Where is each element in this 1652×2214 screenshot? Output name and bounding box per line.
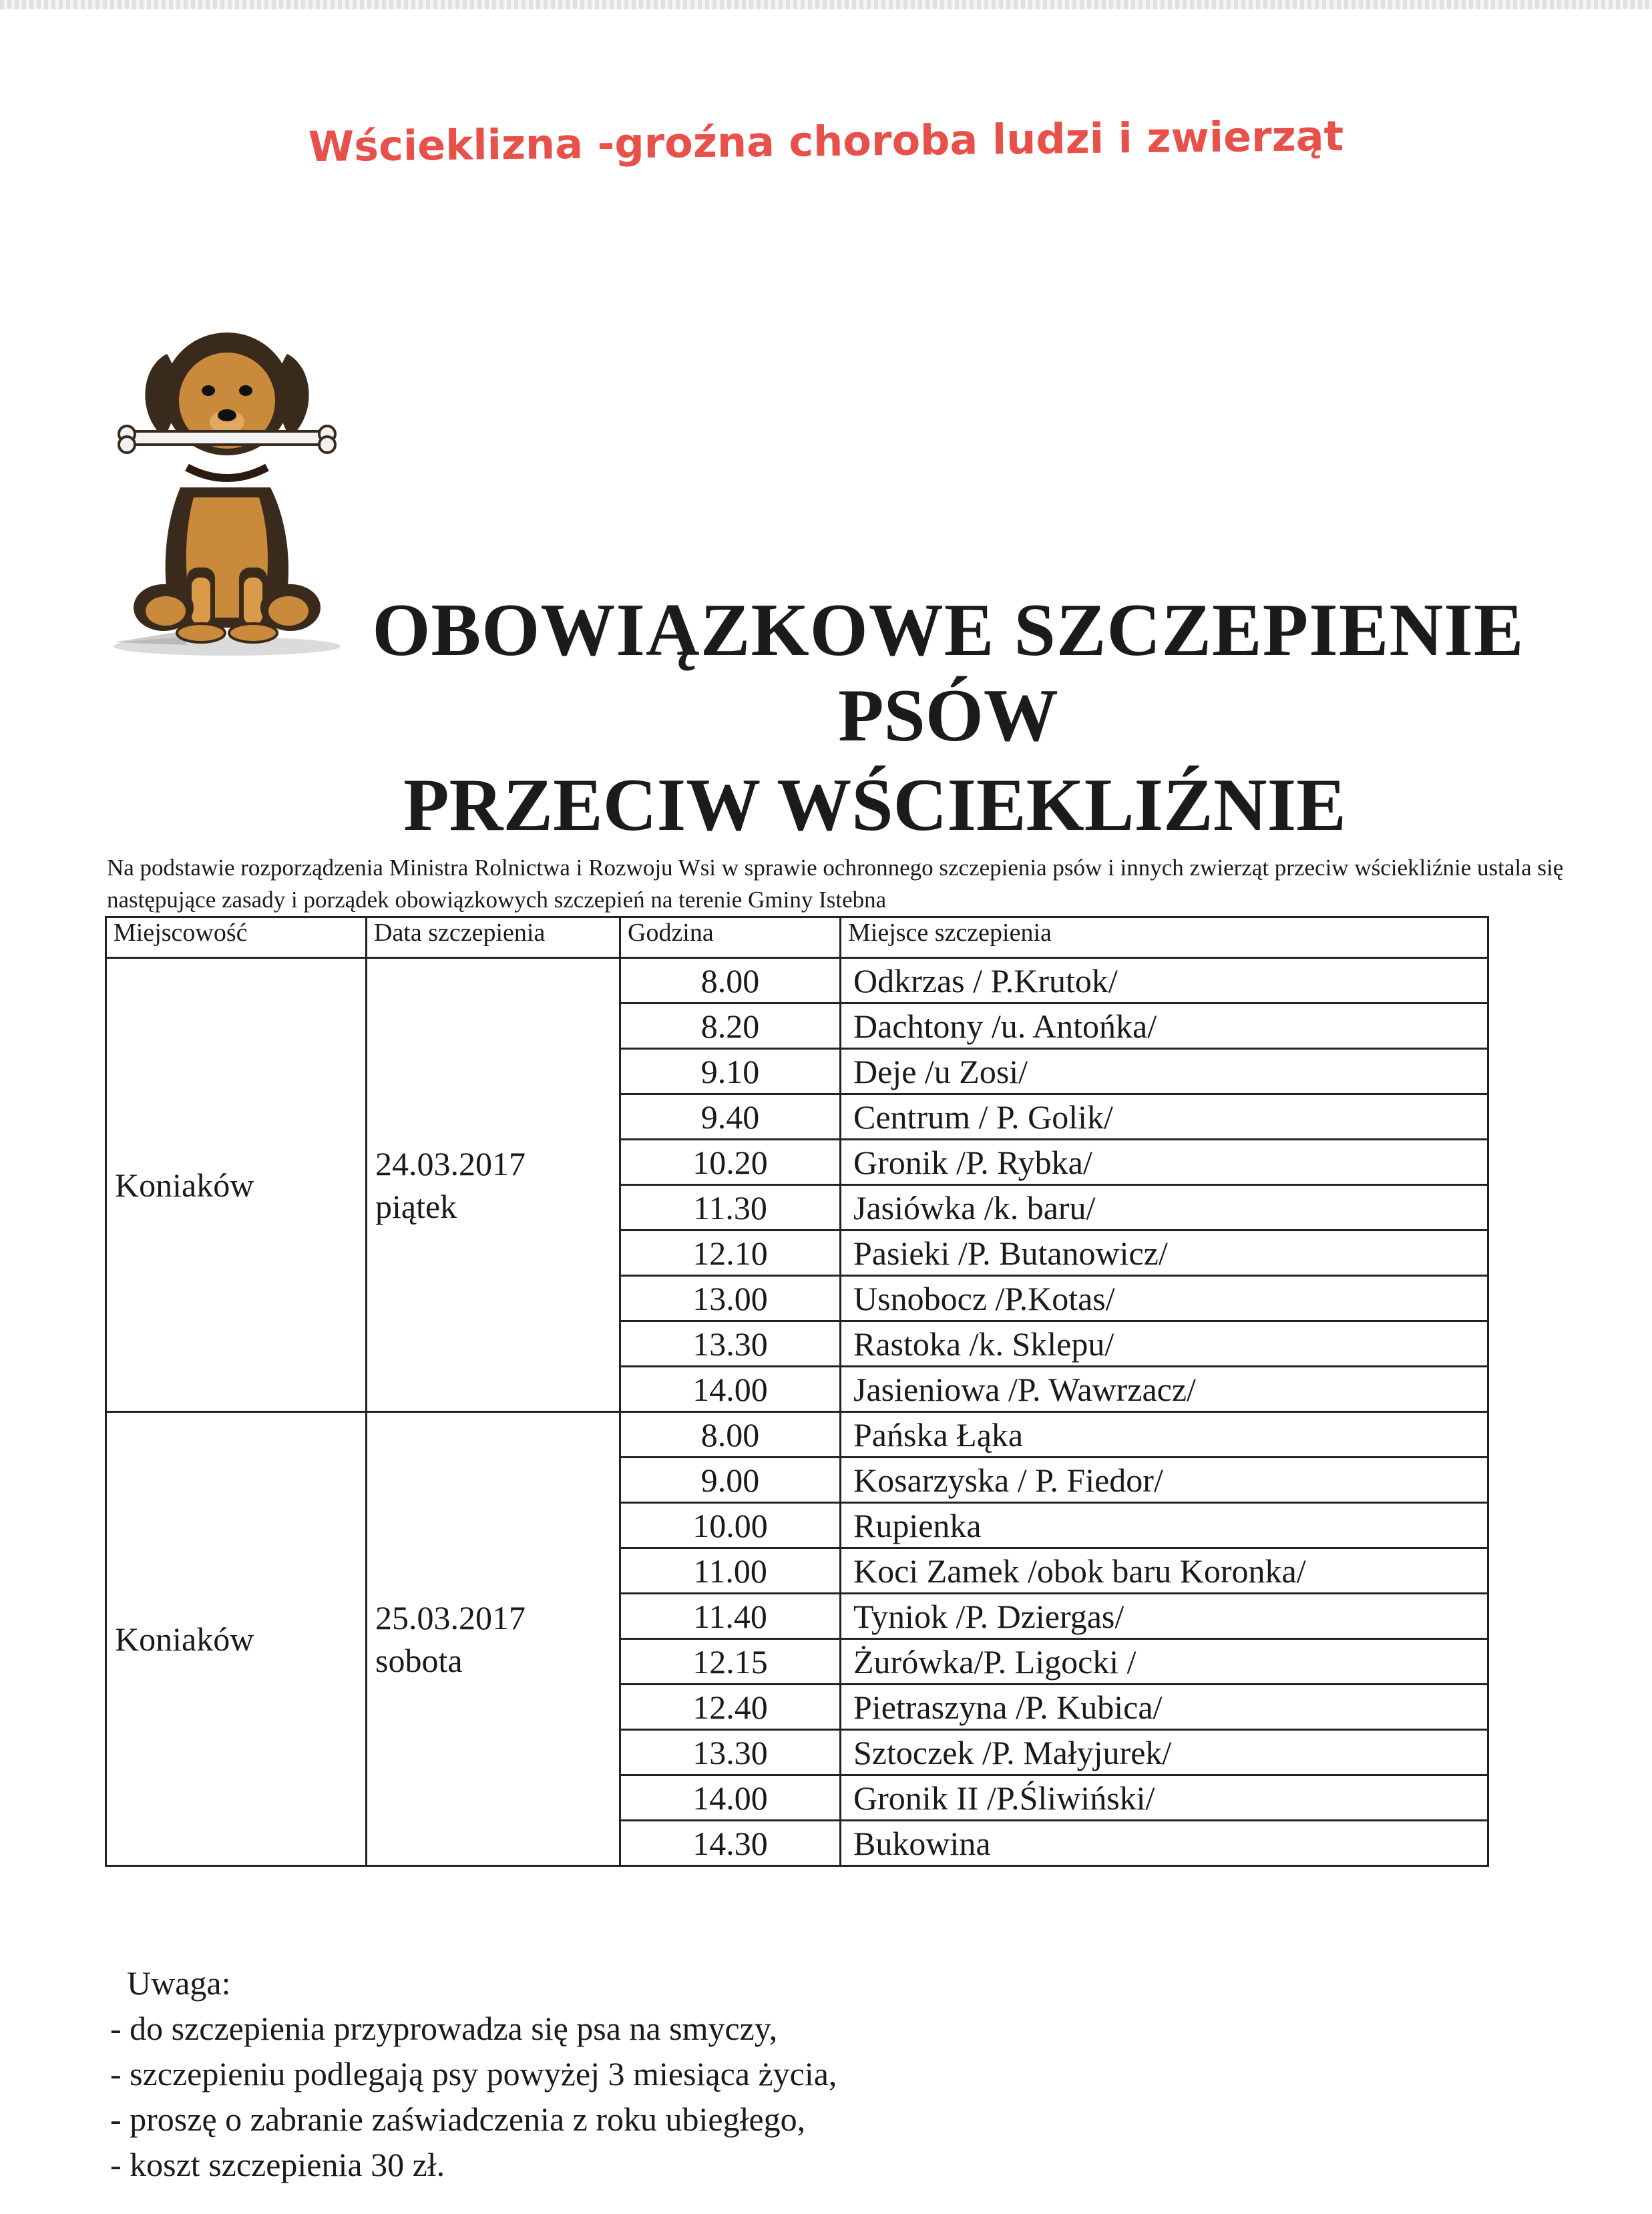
hour-cell: 11.00 bbox=[620, 1548, 841, 1594]
note-section bbox=[110, 1960, 1446, 2187]
village-cell: Koniaków bbox=[106, 958, 367, 1412]
place-cell: Rastoka /k. Sklepu/ bbox=[841, 1321, 1488, 1367]
day-of-week: piątek bbox=[375, 1187, 457, 1225]
place-cell: Żurówka/P. Ligocki / bbox=[841, 1639, 1488, 1685]
hour-cell: 14.00 bbox=[620, 1367, 841, 1412]
place-cell: Usnobocz /P.Kotas/ bbox=[841, 1276, 1488, 1321]
place-cell: Pietraszyna /P. Kubica/ bbox=[841, 1685, 1488, 1730]
date-cell bbox=[367, 1412, 620, 1866]
hour-cell: 10.00 bbox=[620, 1503, 841, 1548]
place-cell: Dachtony /u. Antońka/ bbox=[841, 1004, 1488, 1049]
banner-title: Wścieklizna -groźna choroba ludzi i zwierząt bbox=[308, 111, 1344, 172]
place-cell: Gronik /P. Rybka/ bbox=[841, 1140, 1488, 1185]
table-header-row bbox=[106, 917, 1488, 958]
place-cell: Rupienka bbox=[841, 1503, 1488, 1548]
place-cell: Sztoczek /P. Małyjurek/ bbox=[841, 1730, 1488, 1775]
hour-cell: 13.30 bbox=[620, 1730, 841, 1775]
village-cell: Koniaków bbox=[106, 1412, 367, 1866]
hour-cell: 9.10 bbox=[620, 1049, 841, 1094]
intro-paragraph: Na podstawie rozporządzenia Ministra Rolnictwa i Rozwoju Wsi w sprawie ochronnego szczepienia psów i innych zwierząt przeciw wściekliźnie ustala się następujące zasady i porządek obowiązkowych szczepień na terenie Gminy Istebna bbox=[107, 855, 1564, 913]
place-cell: Deje /u Zosi/ bbox=[841, 1049, 1488, 1094]
dog-illustration bbox=[100, 314, 354, 661]
hour-cell: 14.30 bbox=[620, 1821, 841, 1866]
table-row bbox=[106, 1412, 1488, 1458]
heading-line-3: PRZECIW WŚCIEKLIŹNIE bbox=[403, 764, 1346, 847]
header-miejsce: Miejsce szczepienia bbox=[841, 917, 1488, 958]
hour-cell: 10.20 bbox=[620, 1140, 841, 1185]
hour-cell: 11.40 bbox=[620, 1594, 841, 1639]
heading-line-2: PSÓW bbox=[838, 674, 1058, 757]
note-item: - proszę o zabranie zaświadczenia z roku ubiegłego, bbox=[110, 2100, 806, 2138]
date-value: 24.03.2017 bbox=[375, 1144, 526, 1182]
place-cell: Pańska Łąka bbox=[841, 1412, 1488, 1458]
hour-cell: 9.00 bbox=[620, 1458, 841, 1503]
place-cell: Jasieniowa /P. Wawrzacz/ bbox=[841, 1367, 1488, 1412]
date-cell bbox=[367, 958, 620, 1412]
place-cell: Centrum / P. Golik/ bbox=[841, 1094, 1488, 1140]
place-cell: Odkrzas / P.Krutok/ bbox=[841, 958, 1488, 1004]
main-heading bbox=[347, 588, 1549, 852]
date-value: 25.03.2017 bbox=[375, 1598, 526, 1636]
note-item: - koszt szczepienia 30 zł. bbox=[110, 2146, 445, 2183]
header-data: Data szczepienia bbox=[367, 917, 620, 958]
vaccination-schedule-table bbox=[105, 916, 1489, 1867]
hour-cell: 14.00 bbox=[620, 1775, 841, 1821]
place-cell: Koci Zamek /obok baru Koronka/ bbox=[841, 1548, 1488, 1594]
note-title: Uwaga: bbox=[127, 1964, 231, 2002]
scan-edge bbox=[0, 0, 1652, 9]
hour-cell: 9.40 bbox=[620, 1094, 841, 1140]
place-cell: Kosarzyska / P. Fiedor/ bbox=[841, 1458, 1488, 1503]
place-cell: Gronik II /P.Śliwiński/ bbox=[841, 1775, 1488, 1821]
place-cell: Bukowina bbox=[841, 1821, 1488, 1866]
hour-cell: 12.10 bbox=[620, 1231, 841, 1276]
table-row bbox=[106, 958, 1488, 1004]
hour-cell: 12.40 bbox=[620, 1685, 841, 1730]
hour-cell: 12.15 bbox=[620, 1639, 841, 1685]
day-of-week: sobota bbox=[375, 1641, 463, 1679]
hour-cell: 8.20 bbox=[620, 1004, 841, 1049]
place-cell: Jasiówka /k. baru/ bbox=[841, 1185, 1488, 1231]
heading-line-1: OBOWIĄZKOWE SZCZEPIENIE bbox=[372, 589, 1524, 672]
hour-cell: 13.00 bbox=[620, 1276, 841, 1321]
note-item: - do szczepienia przyprowadza się psa na smyczy, bbox=[110, 2010, 778, 2047]
hour-cell: 11.30 bbox=[620, 1185, 841, 1231]
header-godzina: Godzina bbox=[620, 917, 841, 958]
schedule-body bbox=[106, 917, 1488, 1866]
note-item: - szczepieniu podlegają psy powyżej 3 miesiąca życia, bbox=[110, 2055, 837, 2092]
hour-cell: 8.00 bbox=[620, 1412, 841, 1458]
header-miejscowosc: Miejscowość bbox=[106, 917, 367, 958]
place-cell: Tyniok /P. Dziergas/ bbox=[841, 1594, 1488, 1639]
hour-cell: 13.30 bbox=[620, 1321, 841, 1367]
place-cell: Pasieki /P. Butanowicz/ bbox=[841, 1231, 1488, 1276]
hour-cell: 8.00 bbox=[620, 958, 841, 1004]
note-list bbox=[110, 2006, 1446, 2187]
